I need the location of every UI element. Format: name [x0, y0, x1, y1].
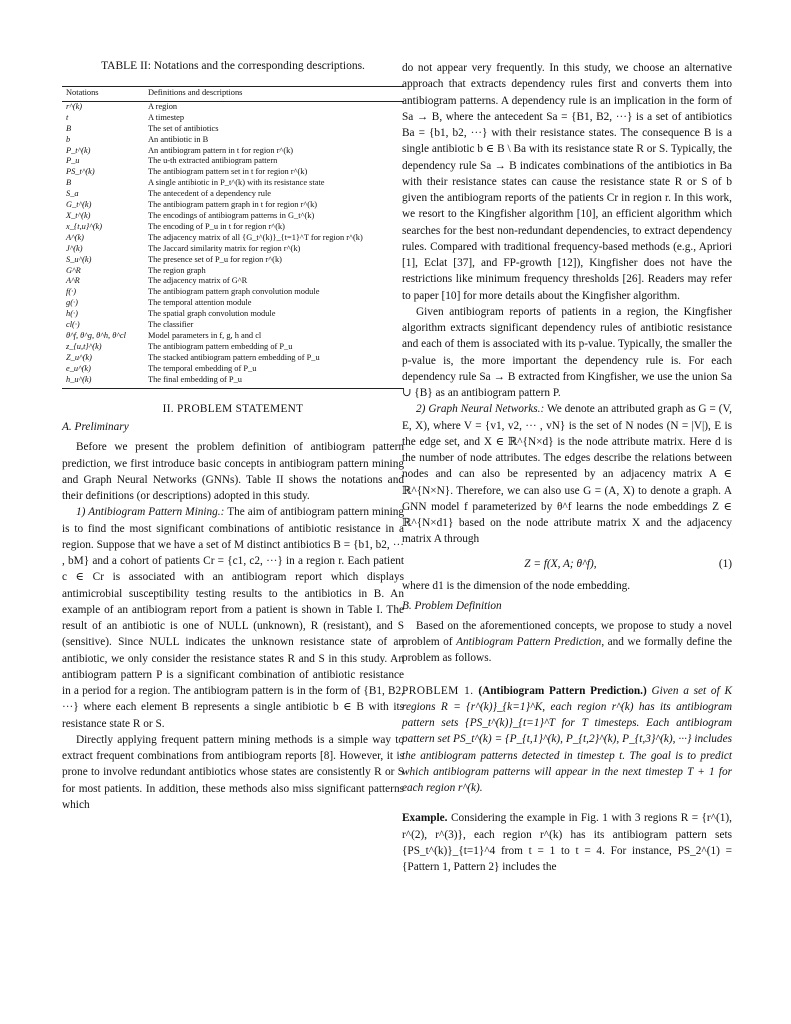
- table-row: [62, 375, 404, 389]
- notation-definition: The adjacency matrix of all {G_t^(k)}_{t=1}^T for region r^(k): [148, 232, 363, 242]
- notation-symbol: g(·): [66, 298, 78, 308]
- table-header-notations: Notations: [62, 87, 144, 102]
- paragraph-text: The aim of antibiogram pattern mining is to find the most significant combinations of antibiotic resistance in a region. Suppose that we have a set of M distinct antibiotics B = {b1, b2, ··· , bM} and a cohort of patients Cr = {c1, c2, ···} in a region r. Each patient c ∈ Cr is associated with an antibiogram report which displays antimicrobial susceptibility testing results to the antibiotics in B. An example of an antibiogram report from a patient is shown in Table I. The result of an antibiotic is one of NULL (unknown), R (resistant), and S (sensitive). Since NULL indicates the unknown resistance state of an antibiotic, we only consider the resistance states R and S in this study. An antibiogram pattern P is a significant combination of antibiotic resistance in a period for a region. The antibiogram pattern is in the form of {B1, B2, ···} where each element B represents a single antibiotic b ∈ B with its resistance state R or S.: [62, 506, 404, 730]
- text-segment: Based on the aforementioned concepts, we propose to study a novel problem of: [402, 619, 732, 648]
- notation-symbol: B: [66, 178, 72, 188]
- notation-symbol: cl(·): [66, 320, 80, 330]
- paragraph-gnn: [402, 401, 732, 547]
- left-column: [62, 60, 404, 813]
- notation-definition: The final embedding of P_u: [144, 375, 404, 389]
- table-row: [62, 342, 404, 353]
- notation-symbol: B: [66, 123, 72, 133]
- notation-definition: An antibiogram pattern in t for region r^(k): [148, 145, 294, 155]
- notation-definition: The spatial graph convolution module: [148, 309, 276, 319]
- notation-symbol: θ^f, θ^g, θ^h, θ^cl: [66, 330, 126, 340]
- table-row: [62, 146, 404, 157]
- notation-symbol: r^(k): [66, 101, 83, 111]
- notation-symbol: X_t^(k): [66, 210, 91, 220]
- notation-definition: The antibiogram pattern set in t for region r^(k): [148, 167, 308, 177]
- table-row: [62, 113, 404, 124]
- table-row: [62, 298, 404, 309]
- subsection-problem-definition: B. Problem Definition: [402, 599, 502, 612]
- table-header-definitions: Definitions and descriptions: [144, 87, 404, 102]
- notation-definition: The antibiogram pattern graph convolution module: [148, 287, 320, 297]
- table-row: [62, 364, 404, 375]
- notation-definition: The antibiogram pattern embedding of P_u: [148, 341, 293, 351]
- notation-definition: The stacked antibiogram pattern embedding of P_u: [148, 352, 320, 362]
- paragraph-kingfisher: Given antibiogram reports of patients in a region, the Kingfisher algorithm extracts significant dependency rules of antibiotic resistance and each of them is associated with its p-value. Typically, the smaller the p-value is, the more important the dependency rule is. For each dependency rule Sa → B extracted from Kingfisher, we use the union Sa ∪ {B} as an antibiogram pattern P.: [402, 305, 732, 399]
- table-row: [62, 101, 404, 112]
- notation-definition: The encoding of P_u in t for region r^(k): [148, 221, 285, 231]
- table-row: [62, 167, 404, 178]
- example-heading: Example.: [402, 812, 448, 825]
- paragraph-heading: 2) Graph Neural Networks.:: [416, 403, 545, 416]
- notation-definition: A timestep: [148, 112, 185, 122]
- table-row: [62, 276, 404, 287]
- notation-symbol: P_u: [66, 156, 80, 166]
- notation-definition: Model parameters in f, g, h and cl: [148, 330, 262, 340]
- notation-symbol: S_u^(k): [66, 254, 92, 264]
- notation-definition: The region graph: [148, 265, 206, 275]
- notation-symbol: Z_u^(k): [66, 352, 92, 362]
- notation-definition: An antibiotic in B: [148, 134, 209, 144]
- problem-label: PROBLEM 1.: [402, 684, 474, 697]
- table-row: [62, 287, 404, 298]
- notation-symbol: e_u^(k): [66, 363, 91, 373]
- problem-title: (Antibiogram Pattern Prediction.): [478, 684, 647, 697]
- notation-symbol: A^(k): [66, 232, 84, 242]
- notation-symbol: h_u^(k): [62, 375, 144, 389]
- table-row: [62, 135, 404, 146]
- notation-definition: The set of antibiotics: [148, 123, 219, 133]
- equation-formula: Z = f(X, A; θ^f),: [524, 557, 597, 570]
- table-row: [62, 222, 404, 233]
- notation-definition: The temporal attention module: [148, 298, 252, 308]
- notation-symbol: P_t^(k): [66, 145, 91, 155]
- table-row: [62, 244, 404, 255]
- notation-symbol: h(·): [66, 309, 78, 319]
- notation-symbol: z_{u,t}^(k): [66, 341, 102, 351]
- notation-definition: The u-th extracted antibiogram pattern: [148, 156, 278, 166]
- notation-definition: The antecedent of a dependency rule: [148, 189, 271, 199]
- table-row: [62, 320, 404, 331]
- notation-definition: The encodings of antibiogram patterns in G_t^(k): [148, 210, 315, 220]
- example-text: Considering the example in Fig. 1 with 3 regions R = {r^(1), r^(2), r^(3)}, each region r^(k) has its antibiogram pattern sets {PS_t^(k)}_{t=1}^4 from t = 1 to t = 4. For instance, PS_2^(1) = {Pattern 1, Pattern 2} includes the: [402, 812, 732, 873]
- paragraph-text: We denote an attributed graph as G = (V, E, X), where V = {v1, v2, ··· , vN} is the set of N nodes (N = |V|), E is the edge set, and X ∈ ℝ^{N×d} is the node attribute matrix. Here d is the number of node attributes. The edges describe the relations between nodes and can also be represented by an adjacency matrix A ∈ ℝ^{N×N}. Therefore, we can also use G = (A, X) to denote a graph. A GNN model f parameterized by θ^f learns the node embeddings Z ∈ ℝ^{N×d1} based on the node attribute matrix X and the adjacency matrix A through: [402, 403, 732, 546]
- paragraph-embedding-dim: where d1 is the dimension of the node embedding.: [402, 579, 631, 592]
- problem-statement: [402, 683, 732, 797]
- right-column: [402, 60, 732, 875]
- text-segment: , and we formally define the problem as follows.: [402, 636, 733, 665]
- table-row: [62, 156, 404, 167]
- notation-definition: A single antibiotic in P_t^(k) with its resistance state: [148, 178, 325, 188]
- notation-symbol: x_{t,u}^(k): [66, 221, 103, 231]
- notation-table: [62, 86, 404, 389]
- table-row: [62, 309, 404, 320]
- table-row: [62, 178, 404, 189]
- notation-symbol: f(·): [66, 287, 76, 297]
- table-row: [62, 124, 404, 135]
- paragraph-pattern-mining: [62, 504, 404, 732]
- notation-symbol: PS_t^(k): [66, 167, 95, 177]
- notation-symbol: G_t^(k): [66, 200, 92, 210]
- paragraph-heading: 1) Antibiogram Pattern Mining.:: [76, 506, 225, 519]
- notation-symbol: b: [66, 134, 71, 144]
- paragraph-problem-intro: [402, 618, 732, 667]
- notation-definition: The temporal embedding of P_u: [148, 363, 257, 373]
- notation-definition: The classifier: [148, 320, 194, 330]
- notation-symbol: t: [66, 112, 69, 122]
- paragraph-dependency-rules: do not appear very frequently. In this study, we choose an alternative approach that extracts dependency rules first and converts them into antibiogram patterns. A dependency rule is an implication in the form of Sa → B, where the antecedent Sa = {B1, B2, ···} is a set of antibiotics Ba = {b1, b2, ···} with their resistance states. The consequence B is a single antibiotic b ∈ B \ Ba with its resistance state R or S. Typically, the dependency rule Sa → B indicates combinations of the antibiotics in Ba with their resistance states can cause the resistance state R or S of b given the antibiogram reports of the patients Cr in region r. In this work, we resort to the Kingfisher algorithm [10], an efficient algorithm which searches for the best non-redundant dependencies, to extract dependency rules. Compared with traditional frequency-based methods (e.g., Apriori [1], Eclat [37], and FP-growth [12]), Kingfisher does not have the restrictions like minimum frequency thresholds [26]. Readers may refer to paper [10] for more details about the Kingfisher algorithm.: [402, 62, 732, 302]
- notation-definition: The presence set of P_u for region r^(k): [148, 254, 282, 264]
- notation-definition: A region: [148, 101, 178, 111]
- table-row: [62, 331, 404, 342]
- notation-table-body: [62, 101, 404, 389]
- equation-1: [402, 558, 732, 570]
- table-row: [62, 266, 404, 277]
- section-heading: II. PROBLEM STATEMENT: [162, 403, 304, 416]
- problem-name: Antibiogram Pattern Prediction: [456, 636, 602, 648]
- paragraph-frequent-mining: Directly applying frequent pattern mining methods is a simple way to extract frequent combinations from antibiogram reports [8]. However, it is prone to involve redundant antibiotics whose states are consistently R or S for most patients. In addition, these methods also miss significant patterns which: [62, 733, 404, 811]
- subsection-preliminary: A. Preliminary: [62, 421, 129, 434]
- table-caption: TABLE II: Notations and the corresponding descriptions.: [101, 60, 365, 72]
- table-row: [62, 211, 404, 222]
- example-paragraph: [402, 810, 732, 875]
- table-row: [62, 189, 404, 200]
- notation-definition: The antibiogram pattern graph in t for region r^(k): [148, 200, 318, 210]
- table-row: [62, 255, 404, 266]
- notation-symbol: G^R: [66, 265, 81, 275]
- table-row: [62, 233, 404, 244]
- notation-symbol: S_a: [66, 189, 79, 199]
- notation-definition: The Jaccard similarity matrix for region r^(k): [148, 243, 301, 253]
- problem-text: Given a set of K regions R = {r^(k)}_{k=1}^K, each region r^(k) has its antibiogram pattern sets {PS_t^(k)}_{t=1}^T for T timesteps. Each antibiogram pattern set PS_t^(k) = {P_{t,1}^(k), P_{t,2}^(k), P_{t,3}^(k), ···} includes the antibiogram patterns detected in timestep t. The goal is to predict which antibiogram patterns will appear in the next timestep T + 1 for each region r^(k).: [402, 684, 733, 794]
- notation-symbol: A^R: [66, 276, 80, 286]
- equation-number: (1): [718, 557, 732, 570]
- paragraph-intro: Before we present the problem definition of antibiogram pattern prediction, we first introduce basic concepts in antibiogram pattern mining and Graph Neural Networks (GNNs). Table II shows the notations and their definitions (or descriptions) adopted in this study.: [62, 441, 404, 503]
- notation-definition: The adjacency matrix of G^R: [148, 276, 248, 286]
- table-row: [62, 200, 404, 211]
- table-row: [62, 353, 404, 364]
- notation-symbol: J^(k): [66, 243, 83, 253]
